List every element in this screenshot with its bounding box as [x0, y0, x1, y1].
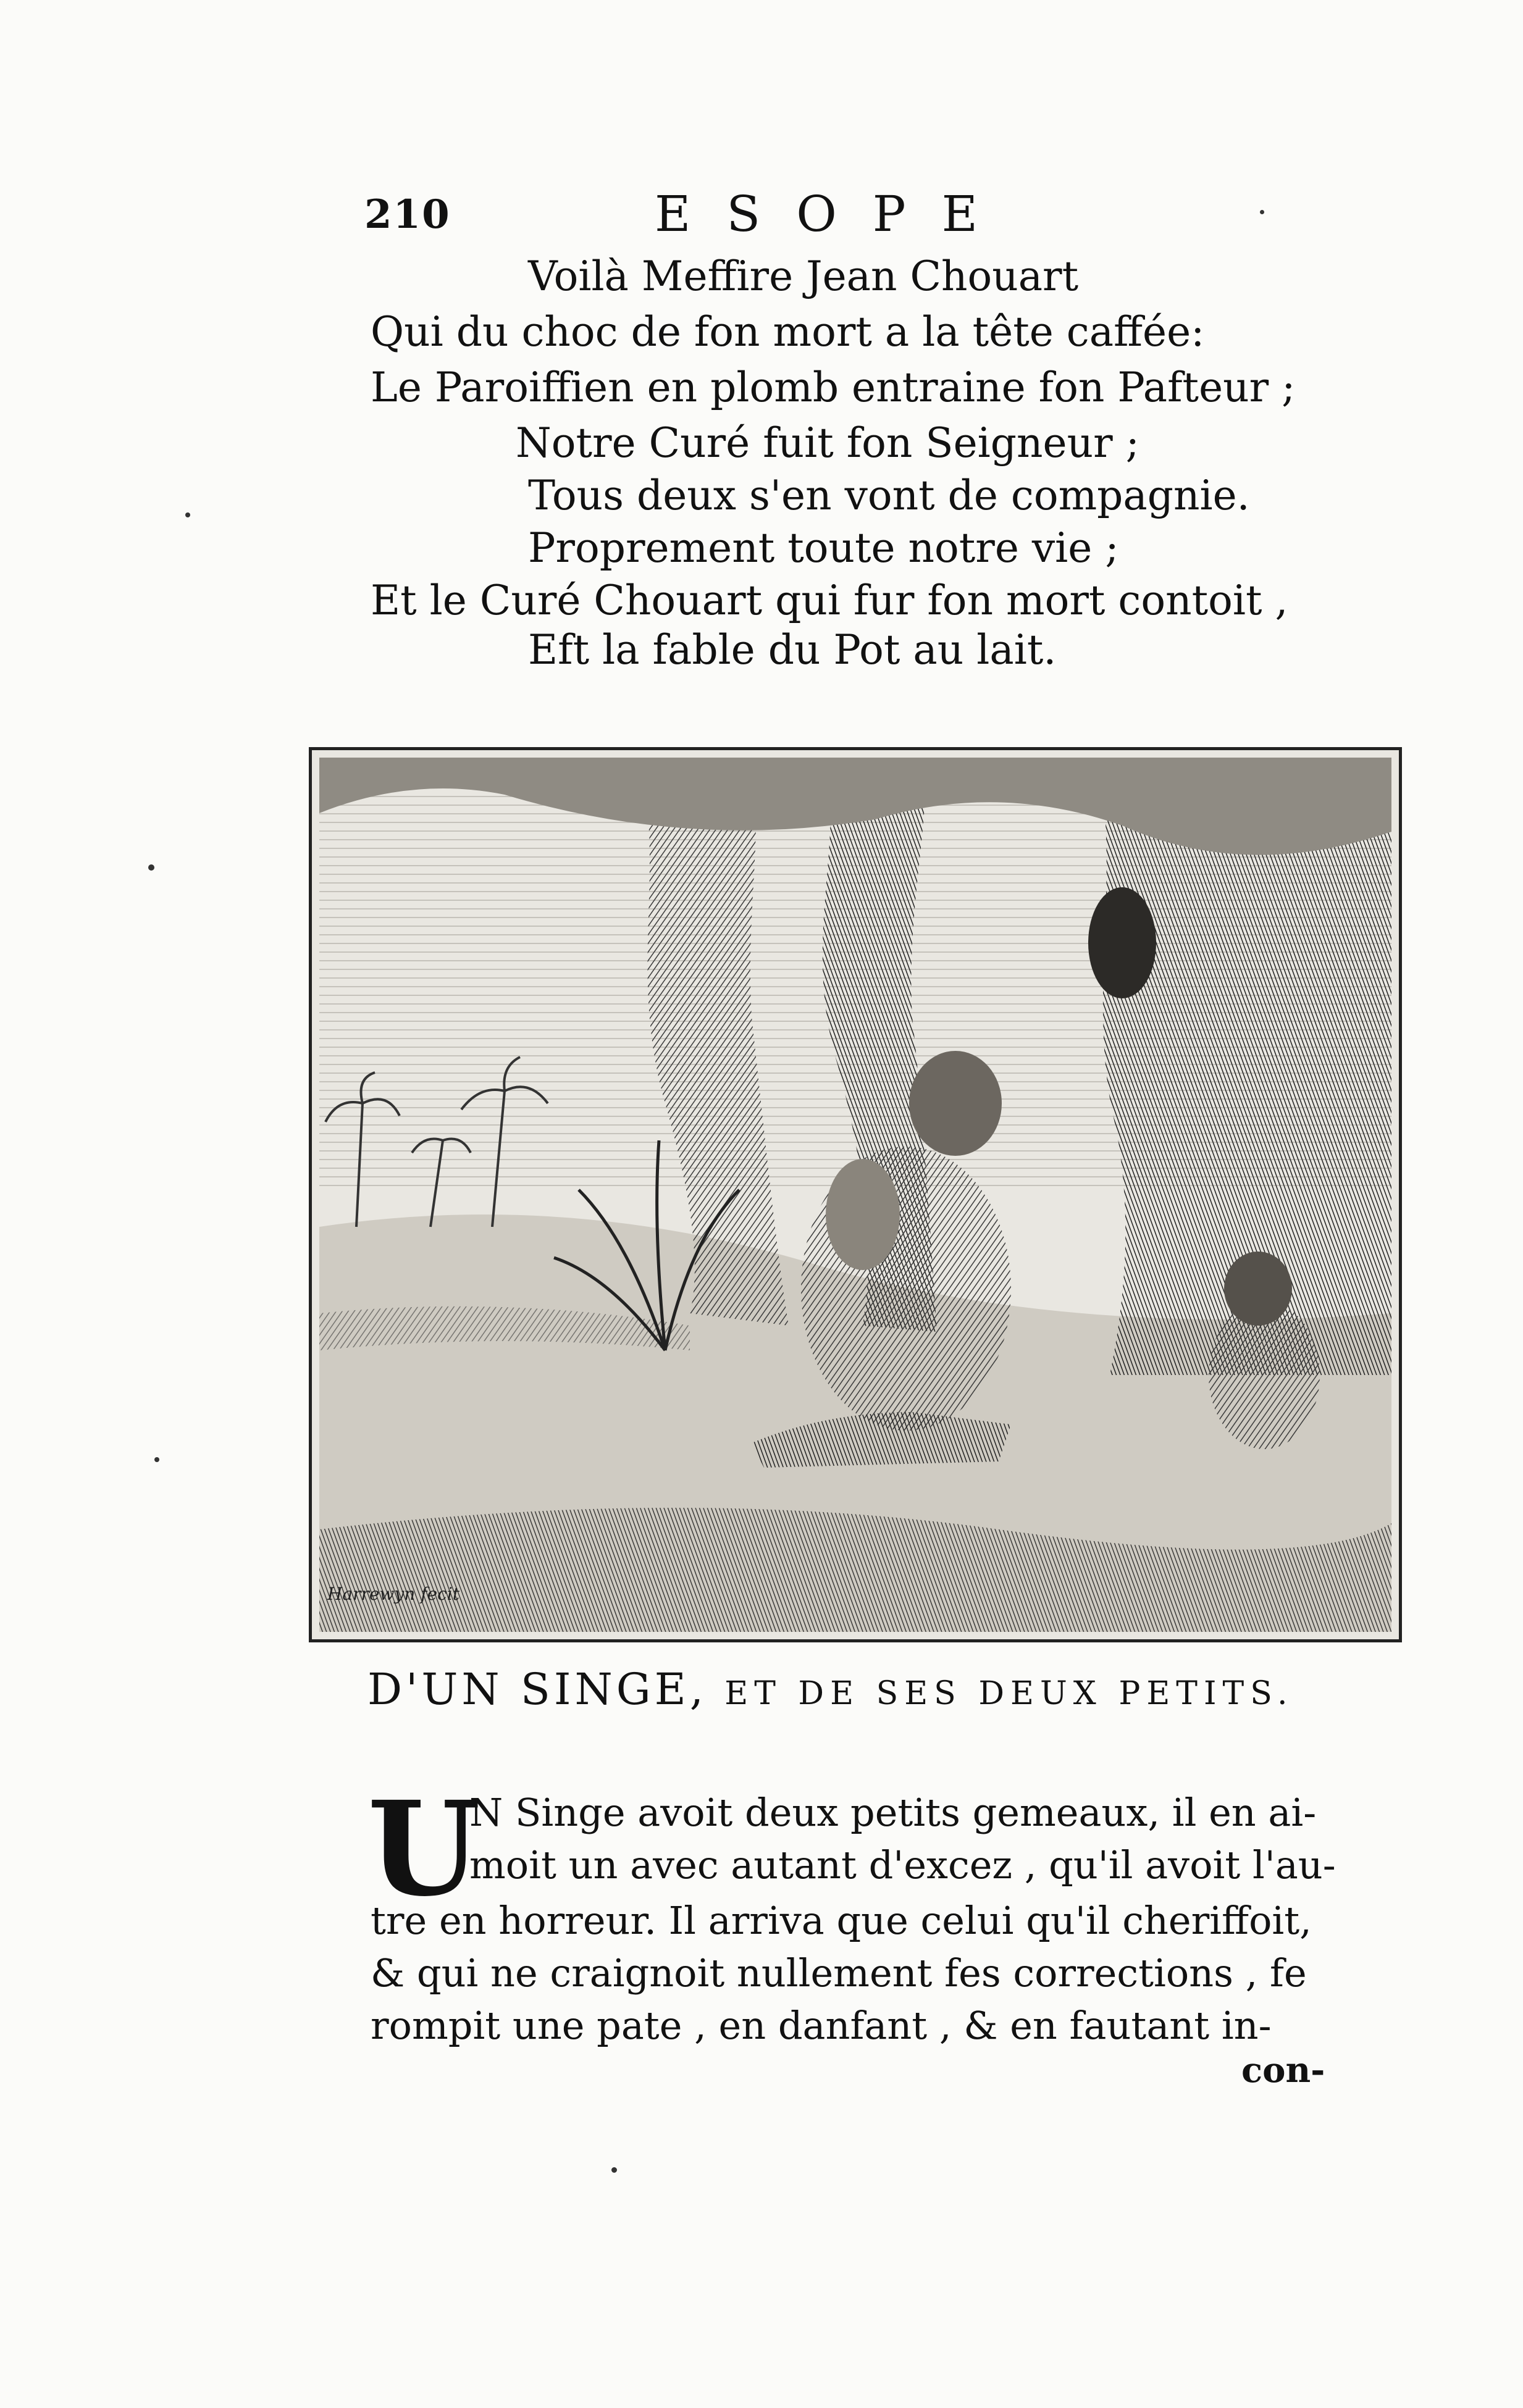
engraving-scene [319, 758, 1391, 1632]
ink-speck [611, 2167, 617, 2173]
verse-block [0, 0, 1523, 679]
body-line: N Singe avoit deux petits gemeaux, il en ai- [469, 1790, 1317, 1835]
monkey-in-tree [1088, 887, 1156, 998]
fable-title [367, 1664, 1331, 1715]
running-title: ESOPE [655, 185, 1014, 243]
verse-line: Proprement toute notre vie ; [528, 524, 1119, 572]
verse-line: Et le Curé Chouart qui fur fon mort contoit , [371, 577, 1288, 624]
ink-speck [148, 864, 154, 871]
page-number: 210 [364, 191, 451, 238]
catchword: con- [1241, 2050, 1325, 2091]
verse-line: Le Paroiffien en plomb entraine fon Pafteur ; [371, 364, 1296, 411]
body-line: rompit une pate , en danfant , & en fautant in- [371, 2003, 1272, 2048]
ink-speck [185, 512, 190, 517]
engraver-signature: Harrewyn fecit [327, 1584, 459, 1604]
verse-line: Tous deux s'en vont de compagnie. [528, 472, 1250, 519]
ink-speck [1260, 210, 1264, 214]
body-line: tre en horreur. Il arriva que celui qu'il cheriffoit, [371, 1898, 1312, 1943]
fable-title-part2: ET DE SES DEUX PETITS. [724, 1675, 1294, 1712]
engraving-illustration [309, 747, 1402, 1642]
drop-cap: U [367, 1773, 481, 1925]
fable-title-part1: D'UN SINGE, [367, 1664, 707, 1715]
verse-line: Qui du choc de fon mort a la tête caffée: [371, 308, 1205, 356]
ink-speck [154, 1457, 159, 1462]
verse-line: Voilà Meffire Jean Chouart [528, 253, 1079, 300]
verse-line: Eft la fable du Pot au lait. [528, 626, 1057, 674]
body-line: moit un avec autant d'excez , qu'il avoit l'au- [469, 1842, 1336, 1888]
verse-line: Notre Curé fuit fon Seigneur ; [516, 419, 1139, 467]
body-line: & qui ne craignoit nullement fes corrections , fe [371, 1950, 1307, 1996]
